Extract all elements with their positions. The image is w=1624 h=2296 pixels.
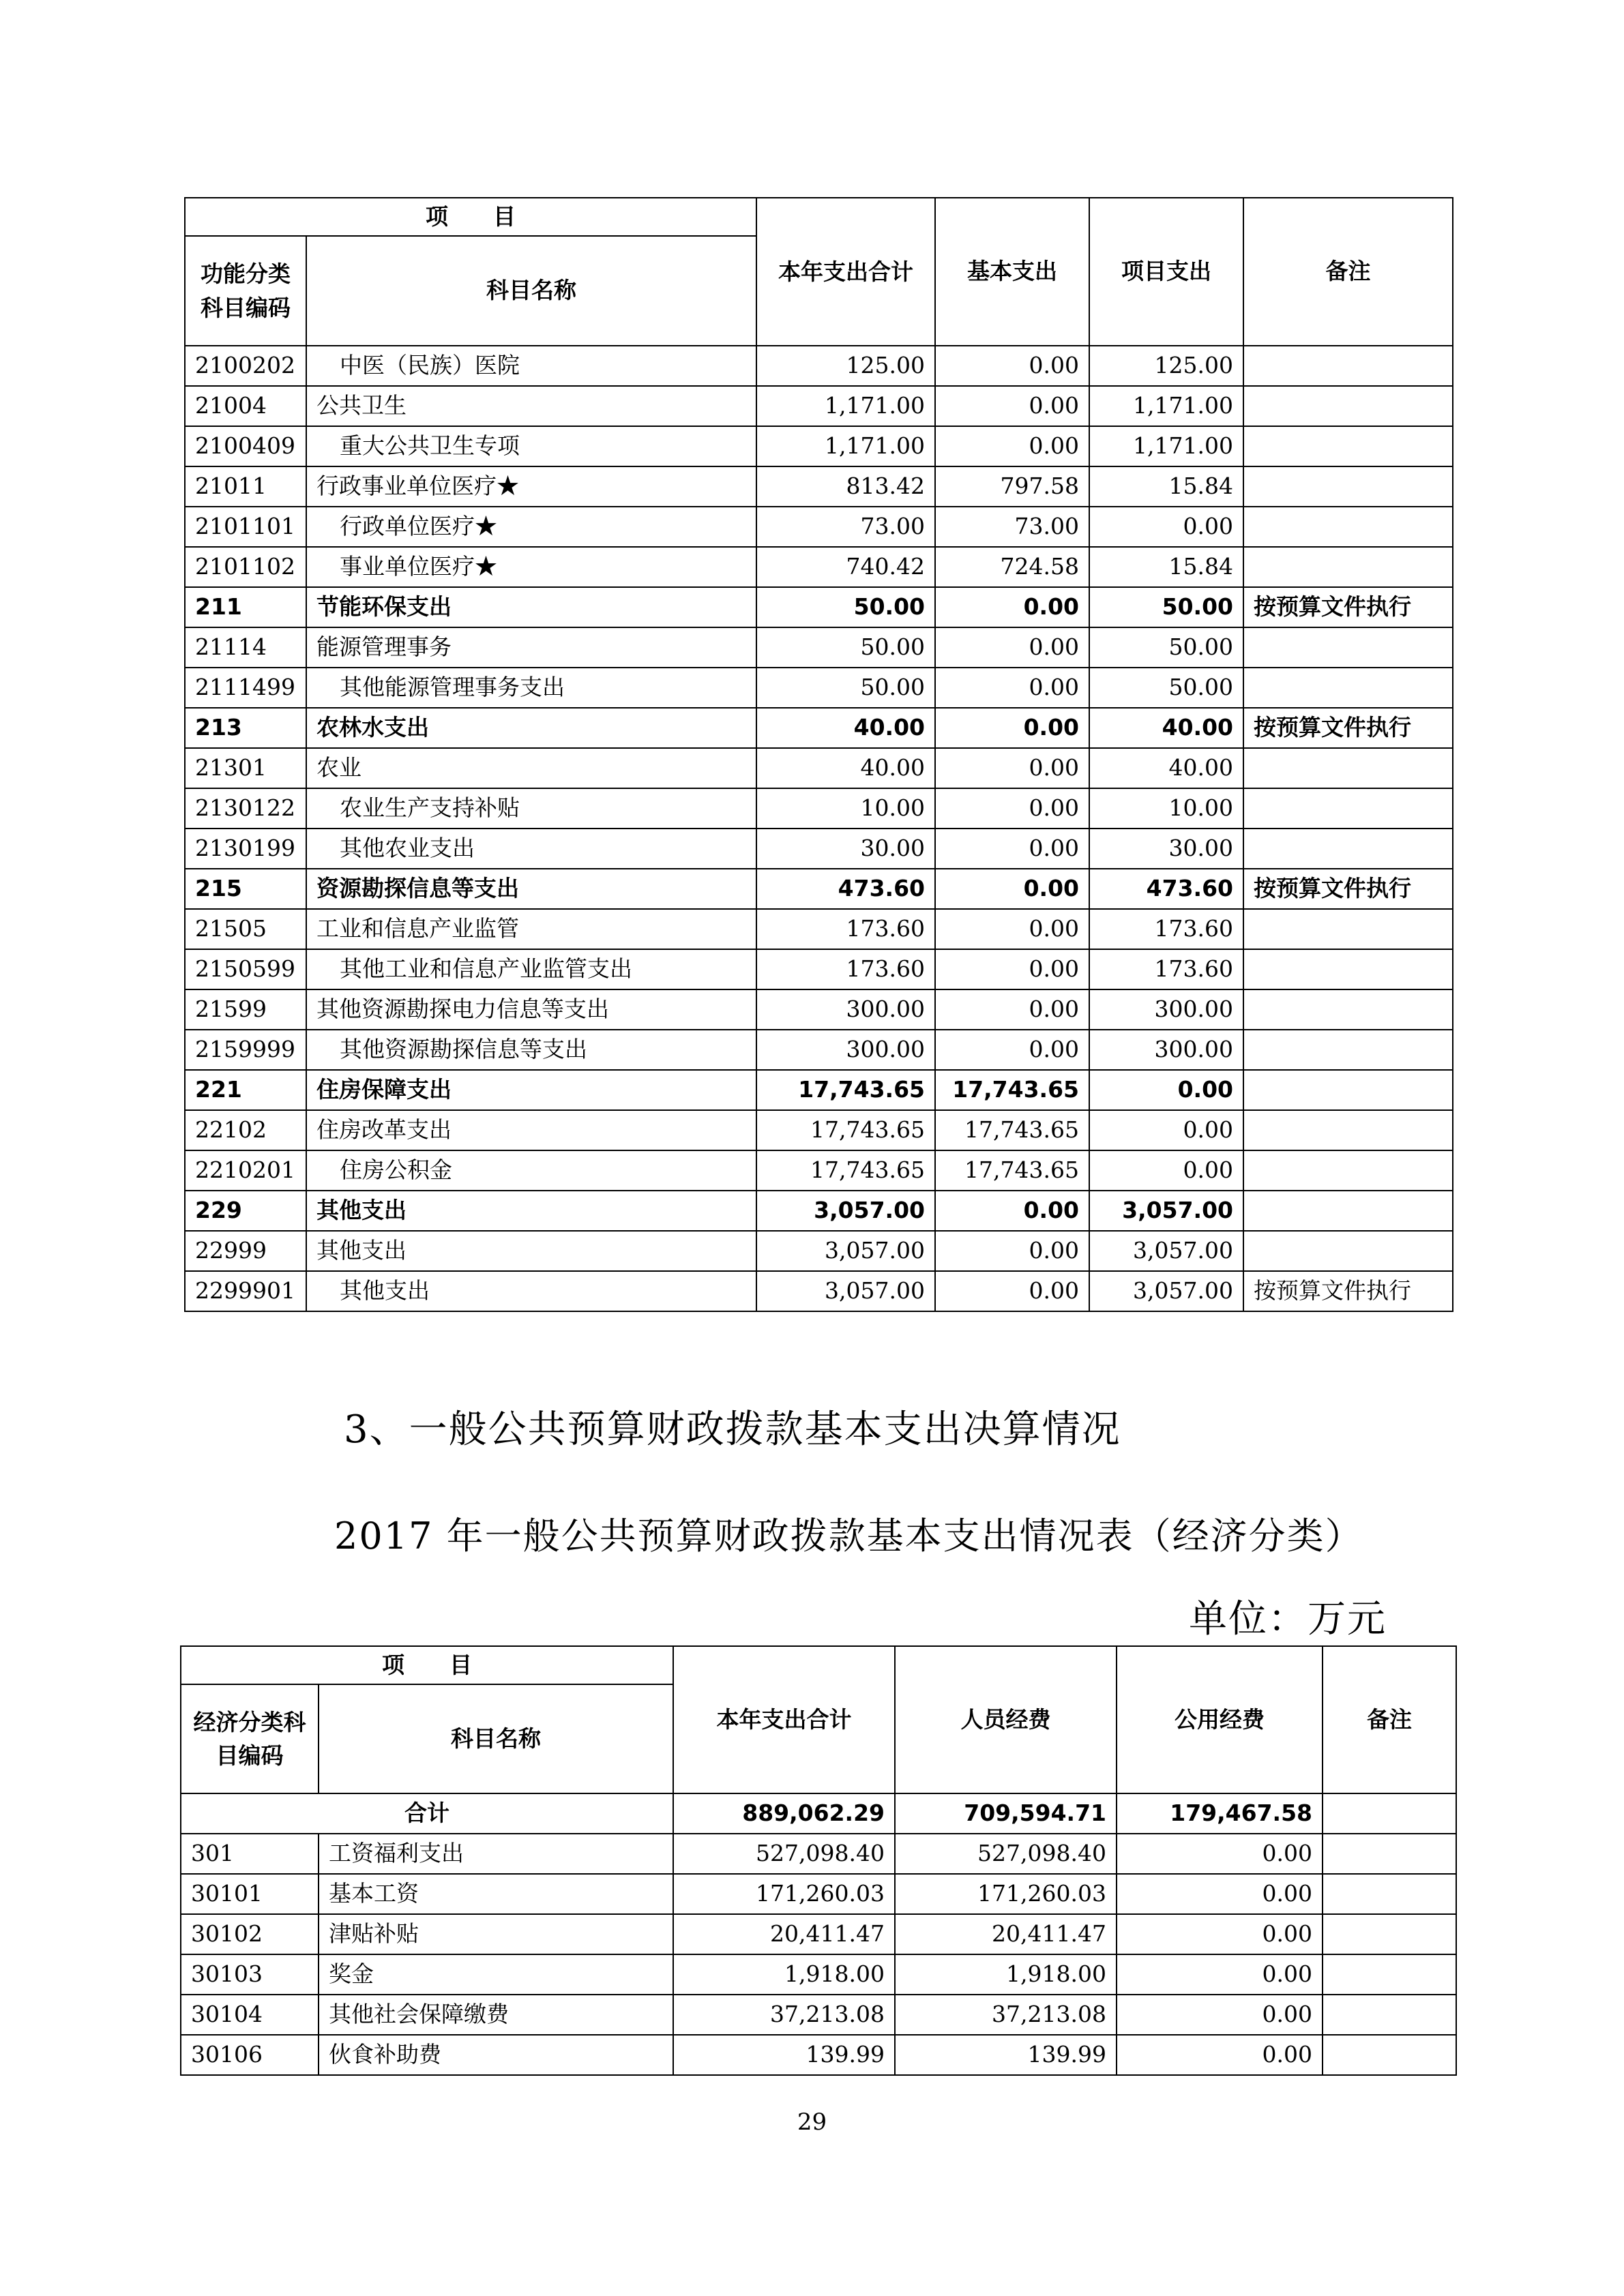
row-project: 50.00 — [1089, 668, 1243, 708]
row-basic: 0.00 — [935, 627, 1089, 668]
row-subject-name: 住房保障支出 — [306, 1070, 756, 1110]
row-subject-name: 其他工业和信息产业监管支出 — [306, 949, 756, 989]
table-row — [181, 1954, 1456, 1995]
row-code: 21011 — [185, 466, 306, 507]
row-public: 0.00 — [1117, 1914, 1323, 1954]
table-row — [185, 1271, 1453, 1311]
header-personnel-cost: 人员经费 — [895, 1646, 1117, 1793]
row-subject-name: 其他支出 — [306, 1231, 756, 1271]
row-note — [1243, 1030, 1453, 1070]
row-code: 30102 — [181, 1914, 319, 1954]
table-row — [185, 748, 1453, 788]
header-economic-code: 经济分类科目编码 — [181, 1684, 319, 1793]
sum-label: 合计 — [181, 1793, 673, 1834]
row-year-total: 37,213.08 — [673, 1995, 895, 2035]
row-subject-name: 其他资源勘探信息等支出 — [306, 1030, 756, 1070]
row-note — [1243, 507, 1453, 547]
row-personnel: 171,260.03 — [895, 1874, 1117, 1914]
row-note — [1243, 426, 1453, 466]
row-basic: 0.00 — [935, 869, 1089, 909]
table-row — [185, 466, 1453, 507]
sum-row — [181, 1793, 1456, 1834]
row-basic: 0.00 — [935, 708, 1089, 748]
row-basic: 0.00 — [935, 1030, 1089, 1070]
row-note — [1243, 1110, 1453, 1150]
row-code: 2101102 — [185, 547, 306, 587]
row-subject-name: 住房公积金 — [306, 1150, 756, 1191]
row-note — [1243, 386, 1453, 426]
row-public: 0.00 — [1117, 1834, 1323, 1874]
row-personnel: 1,918.00 — [895, 1954, 1117, 1995]
row-subject-name: 节能环保支出 — [306, 587, 756, 627]
row-note — [1243, 1070, 1453, 1110]
row-basic: 0.00 — [935, 1231, 1089, 1271]
row-project: 15.84 — [1089, 466, 1243, 507]
row-code: 21301 — [185, 748, 306, 788]
function-class-expenditure-table — [184, 197, 1453, 1312]
row-year-total: 3,057.00 — [756, 1191, 935, 1231]
row-code: 21505 — [185, 909, 306, 949]
row-year-total: 740.42 — [756, 547, 935, 587]
table-row — [185, 1191, 1453, 1231]
row-code: 2111499 — [185, 668, 306, 708]
row-note — [1243, 466, 1453, 507]
row-basic: 0.00 — [935, 829, 1089, 869]
row-basic: 724.58 — [935, 547, 1089, 587]
row-basic: 797.58 — [935, 466, 1089, 507]
row-project: 173.60 — [1089, 909, 1243, 949]
table-row — [185, 1070, 1453, 1110]
row-project: 0.00 — [1089, 1070, 1243, 1110]
row-code: 2130122 — [185, 788, 306, 829]
table-row — [185, 668, 1453, 708]
row-subject-name: 奖金 — [319, 1954, 673, 1995]
row-subject-name: 住房改革支出 — [306, 1110, 756, 1150]
row-year-total: 17,743.65 — [756, 1070, 935, 1110]
table-row — [181, 1834, 1456, 1874]
row-code: 2101101 — [185, 507, 306, 547]
row-note: 按预算文件执行 — [1243, 708, 1453, 748]
row-basic: 0.00 — [935, 909, 1089, 949]
table-row — [185, 426, 1453, 466]
row-note — [1243, 829, 1453, 869]
row-personnel: 20,411.47 — [895, 1914, 1117, 1954]
table2-title: 2017 年一般公共预算财政拨款基本支出情况表（经济分类） — [334, 1515, 1363, 1557]
table-row — [185, 547, 1453, 587]
row-code: 30104 — [181, 1995, 319, 2035]
row-basic: 0.00 — [935, 426, 1089, 466]
row-note: 按预算文件执行 — [1243, 869, 1453, 909]
sum-public: 179,467.58 — [1117, 1793, 1323, 1834]
row-year-total: 813.42 — [756, 466, 935, 507]
row-year-total: 125.00 — [756, 346, 935, 386]
row-year-total: 17,743.65 — [756, 1150, 935, 1191]
row-year-total: 30.00 — [756, 829, 935, 869]
table-row — [185, 1110, 1453, 1150]
row-basic: 17,743.65 — [935, 1110, 1089, 1150]
row-year-total: 50.00 — [756, 668, 935, 708]
row-subject-name: 工业和信息产业监管 — [306, 909, 756, 949]
table-row — [185, 829, 1453, 869]
row-year-total: 139.99 — [673, 2035, 895, 2075]
row-subject-name: 其他社会保障缴费 — [319, 1995, 673, 2035]
row-code: 213 — [185, 708, 306, 748]
row-year-total: 50.00 — [756, 627, 935, 668]
row-note — [1243, 1231, 1453, 1271]
row-year-total: 300.00 — [756, 1030, 935, 1070]
table-row — [181, 2035, 1456, 2075]
row-year-total: 40.00 — [756, 708, 935, 748]
row-code: 30101 — [181, 1874, 319, 1914]
row-personnel: 139.99 — [895, 2035, 1117, 2075]
row-note: 按预算文件执行 — [1243, 1271, 1453, 1311]
table-row — [185, 386, 1453, 426]
row-note — [1243, 1191, 1453, 1231]
row-subject-name: 其他支出 — [306, 1191, 756, 1231]
row-code: 21114 — [185, 627, 306, 668]
row-project: 50.00 — [1089, 627, 1243, 668]
table-row — [181, 1995, 1456, 2035]
row-project: 1,171.00 — [1089, 386, 1243, 426]
row-note — [1323, 2035, 1456, 2075]
row-year-total: 10.00 — [756, 788, 935, 829]
table-row — [185, 708, 1453, 748]
row-project: 1,171.00 — [1089, 426, 1243, 466]
row-year-total: 171,260.03 — [673, 1874, 895, 1914]
sum-total: 889,062.29 — [673, 1793, 895, 1834]
row-note — [1243, 668, 1453, 708]
row-subject-name: 基本工资 — [319, 1874, 673, 1914]
row-project: 40.00 — [1089, 708, 1243, 748]
row-code: 2100202 — [185, 346, 306, 386]
row-note — [1243, 547, 1453, 587]
row-code: 2159999 — [185, 1030, 306, 1070]
row-code: 22102 — [185, 1110, 306, 1150]
table-row — [185, 346, 1453, 386]
row-subject-name: 其他农业支出 — [306, 829, 756, 869]
table-row — [185, 788, 1453, 829]
row-code: 211 — [185, 587, 306, 627]
row-note — [1243, 1150, 1453, 1191]
page-number: 29 — [797, 2108, 827, 2136]
header-year-total: 本年支出合计 — [756, 198, 935, 346]
row-subject-name: 农业 — [306, 748, 756, 788]
row-basic: 17,743.65 — [935, 1070, 1089, 1110]
row-public: 0.00 — [1117, 1995, 1323, 2035]
row-note — [1323, 1874, 1456, 1914]
table-row — [185, 1030, 1453, 1070]
row-project: 15.84 — [1089, 547, 1243, 587]
table-row — [181, 1914, 1456, 1954]
row-personnel: 527,098.40 — [895, 1834, 1117, 1874]
row-year-total: 3,057.00 — [756, 1271, 935, 1311]
row-note — [1243, 748, 1453, 788]
header-note: 备注 — [1323, 1646, 1456, 1793]
row-year-total: 527,098.40 — [673, 1834, 895, 1874]
table1-body — [185, 346, 1453, 1311]
table-row — [185, 1150, 1453, 1191]
table-row — [181, 1874, 1456, 1914]
header-year-total: 本年支出合计 — [673, 1646, 895, 1793]
row-note — [1323, 1834, 1456, 1874]
header-group-items: 项 目 — [185, 198, 756, 236]
unit-label: 单位：万元 — [1189, 1597, 1387, 1641]
row-year-total: 40.00 — [756, 748, 935, 788]
header-basic-expenditure: 基本支出 — [935, 198, 1089, 346]
row-year-total: 300.00 — [756, 989, 935, 1030]
row-subject-name: 其他资源勘探电力信息等支出 — [306, 989, 756, 1030]
row-project: 0.00 — [1089, 1110, 1243, 1150]
row-basic: 17,743.65 — [935, 1150, 1089, 1191]
table-row — [185, 989, 1453, 1030]
row-code: 215 — [185, 869, 306, 909]
row-subject-name: 行政事业单位医疗★ — [306, 466, 756, 507]
row-year-total: 173.60 — [756, 949, 935, 989]
row-subject-name: 工资福利支出 — [319, 1834, 673, 1874]
row-note — [1323, 1954, 1456, 1995]
header-group-items: 项 目 — [181, 1646, 673, 1684]
row-year-total: 173.60 — [756, 909, 935, 949]
row-code: 30103 — [181, 1954, 319, 1995]
table-row — [185, 507, 1453, 547]
row-year-total: 17,743.65 — [756, 1110, 935, 1150]
economic-class-expenditure-table — [180, 1645, 1457, 2076]
row-project: 125.00 — [1089, 346, 1243, 386]
row-note — [1243, 949, 1453, 989]
header-note: 备注 — [1243, 198, 1453, 346]
row-code: 2299901 — [185, 1271, 306, 1311]
row-note — [1323, 1995, 1456, 2035]
row-basic: 0.00 — [935, 989, 1089, 1030]
table-row — [185, 949, 1453, 989]
row-basic: 73.00 — [935, 507, 1089, 547]
row-code: 2130199 — [185, 829, 306, 869]
row-subject-name: 津贴补贴 — [319, 1914, 673, 1954]
row-public: 0.00 — [1117, 1954, 1323, 1995]
table-row — [185, 627, 1453, 668]
row-public: 0.00 — [1117, 1874, 1323, 1914]
row-project: 40.00 — [1089, 748, 1243, 788]
row-basic: 0.00 — [935, 346, 1089, 386]
table-row — [185, 869, 1453, 909]
row-basic: 0.00 — [935, 788, 1089, 829]
row-year-total: 50.00 — [756, 587, 935, 627]
sum-personnel: 709,594.71 — [895, 1793, 1117, 1834]
row-code: 22999 — [185, 1231, 306, 1271]
row-project: 10.00 — [1089, 788, 1243, 829]
row-note — [1243, 788, 1453, 829]
row-year-total: 473.60 — [756, 869, 935, 909]
row-project: 50.00 — [1089, 587, 1243, 627]
row-basic: 0.00 — [935, 1191, 1089, 1231]
row-subject-name: 其他支出 — [306, 1271, 756, 1311]
row-code: 21599 — [185, 989, 306, 1030]
row-year-total: 1,918.00 — [673, 1954, 895, 1995]
header-public-cost: 公用经费 — [1117, 1646, 1323, 1793]
row-year-total: 73.00 — [756, 507, 935, 547]
row-subject-name: 能源管理事务 — [306, 627, 756, 668]
row-code: 221 — [185, 1070, 306, 1110]
row-project: 300.00 — [1089, 989, 1243, 1030]
table-row — [185, 587, 1453, 627]
row-year-total: 20,411.47 — [673, 1914, 895, 1954]
row-subject-name: 中医（民族）医院 — [306, 346, 756, 386]
row-code: 21004 — [185, 386, 306, 426]
row-note — [1243, 909, 1453, 949]
row-basic: 0.00 — [935, 1271, 1089, 1311]
row-basic: 0.00 — [935, 949, 1089, 989]
row-subject-name: 公共卫生 — [306, 386, 756, 426]
row-subject-name: 农业生产支持补贴 — [306, 788, 756, 829]
row-subject-name: 重大公共卫生专项 — [306, 426, 756, 466]
table2-body — [181, 1793, 1456, 2075]
row-personnel: 37,213.08 — [895, 1995, 1117, 2035]
row-subject-name: 农林水支出 — [306, 708, 756, 748]
header-subject-name: 科目名称 — [319, 1684, 673, 1793]
row-project: 30.00 — [1089, 829, 1243, 869]
sum-note — [1323, 1793, 1456, 1834]
row-note — [1243, 627, 1453, 668]
row-project: 0.00 — [1089, 507, 1243, 547]
row-note — [1243, 346, 1453, 386]
row-basic: 0.00 — [935, 587, 1089, 627]
row-basic: 0.00 — [935, 748, 1089, 788]
row-code: 2150599 — [185, 949, 306, 989]
header-function-code: 功能分类科目编码 — [185, 236, 306, 346]
row-project: 473.60 — [1089, 869, 1243, 909]
row-code: 30106 — [181, 2035, 319, 2075]
row-code: 2210201 — [185, 1150, 306, 1191]
header-subject-name: 科目名称 — [306, 236, 756, 346]
header-project-expenditure: 项目支出 — [1089, 198, 1243, 346]
row-project: 300.00 — [1089, 1030, 1243, 1070]
row-subject-name: 资源勘探信息等支出 — [306, 869, 756, 909]
row-public: 0.00 — [1117, 2035, 1323, 2075]
row-year-total: 3,057.00 — [756, 1231, 935, 1271]
row-subject-name: 伙食补助费 — [319, 2035, 673, 2075]
table-row — [185, 1231, 1453, 1271]
row-note: 按预算文件执行 — [1243, 587, 1453, 627]
row-note — [1243, 989, 1453, 1030]
row-project: 0.00 — [1089, 1150, 1243, 1191]
row-project: 173.60 — [1089, 949, 1243, 989]
table-row — [185, 909, 1453, 949]
row-basic: 0.00 — [935, 386, 1089, 426]
row-subject-name: 其他能源管理事务支出 — [306, 668, 756, 708]
row-project: 3,057.00 — [1089, 1191, 1243, 1231]
row-subject-name: 行政单位医疗★ — [306, 507, 756, 547]
row-year-total: 1,171.00 — [756, 386, 935, 426]
row-year-total: 1,171.00 — [756, 426, 935, 466]
row-project: 3,057.00 — [1089, 1271, 1243, 1311]
row-code: 2100409 — [185, 426, 306, 466]
row-project: 3,057.00 — [1089, 1231, 1243, 1271]
section-heading: 3、一般公共预算财政拨款基本支出决算情况 — [344, 1407, 1121, 1452]
row-note — [1323, 1914, 1456, 1954]
row-basic: 0.00 — [935, 668, 1089, 708]
row-subject-name: 事业单位医疗★ — [306, 547, 756, 587]
row-code: 229 — [185, 1191, 306, 1231]
row-code: 301 — [181, 1834, 319, 1874]
